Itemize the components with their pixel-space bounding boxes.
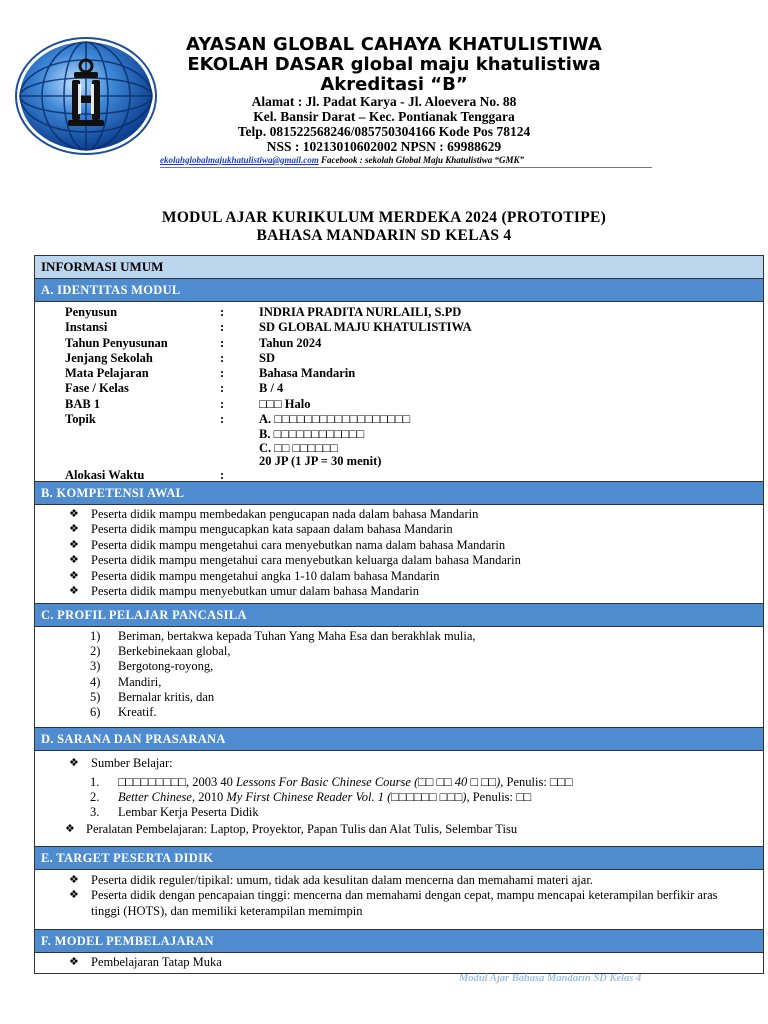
school-district: Kel. Bansir Darat – Kec. Pontianak Tenggara xyxy=(253,109,515,124)
identitas-row: Mata Pelajaran : Bahasa Mandarin xyxy=(65,366,356,381)
document-title: MODUL AJAR KURIKULUM MERDEKA 2024 (PROTOTIPE) xyxy=(161,209,607,226)
list-item: 4) Mandiri, xyxy=(90,674,162,689)
letterhead-divider xyxy=(160,167,652,168)
list-item: 5) Bernalar kritis, dan xyxy=(90,689,215,704)
list-item: ❖ Peralatan Pembelajaran: Laptop, Proyektor, Papan Tulis dan Alat Tulis, Selembar Tisu xyxy=(65,822,518,837)
section-model-pembelajaran: F. MODEL PEMBELAJARAN xyxy=(35,929,763,952)
topik-a: A. □□□□□□□□□□□□□□□□□□ xyxy=(259,412,411,427)
topik-c: C. □□ □□□□□□ xyxy=(259,441,338,456)
section-target-peserta: E. TARGET PESERTA DIDIK xyxy=(35,846,763,869)
section-kompetensi-awal: B. KOMPETENSI AWAL xyxy=(35,481,763,504)
identitas-row: BAB 1 : □□□ Halo xyxy=(65,396,311,411)
section-informasi-umum: INFORMASI UMUM xyxy=(35,255,763,278)
identitas-row: Instansi : SD GLOBAL MAJU KHATULISTIWA xyxy=(65,320,472,335)
bullet-icon: ❖ xyxy=(69,585,79,598)
foundation-name: AYASAN GLOBAL CAHAYA KHATULISTIWA xyxy=(185,34,602,55)
list-item: 1) Beriman, bertakwa kepada Tuhan Yang Maha Esa dan berakhlak mulia, xyxy=(90,629,476,643)
school-name: EKOLAH DASAR global maju khatulistiwa xyxy=(187,54,601,75)
kompetensi-body xyxy=(35,504,763,603)
list-item: ❖ Peserta didik mampu mengetahui cara menyebutkan keluarga dalam bahasa Mandarin xyxy=(69,553,521,568)
bullet-icon: ❖ xyxy=(69,508,79,520)
identitas-row: Penyusun : INDRIA PRADITA NURLAILI, S.PD xyxy=(65,305,462,319)
school-address: Alamat : Jl. Padat Karya - Jl. Aloevera No. 88 xyxy=(251,94,517,109)
bullet-icon: ❖ xyxy=(69,523,79,536)
identitas-row: Tahun Penyusunan : Tahun 2024 xyxy=(65,335,322,350)
list-item: 6) Kreatif. xyxy=(90,705,157,720)
alokasi-value: 20 JP (1 JP = 30 menit) xyxy=(259,454,382,469)
identitas-row-alokasi: Alokasi Waktu : xyxy=(65,468,225,483)
school-ids: NSS : 10213010602002 NPSN : 69988629 xyxy=(266,139,502,154)
profil-body xyxy=(35,626,763,727)
facebook-text: Facebook : sekolah Global Maju Khatulistiwa “GMK” xyxy=(318,155,525,165)
bullet-icon: ❖ xyxy=(69,889,79,902)
contact-line xyxy=(160,155,524,165)
bullet-icon: ❖ xyxy=(69,554,79,567)
list-item: 2) Berkebinekaan global, xyxy=(90,644,231,659)
list-item: ❖ Pembelajaran Tatap Muka xyxy=(69,955,222,969)
identitas-row: Fase / Kelas : B / 4 xyxy=(65,381,284,396)
sarana-body xyxy=(35,750,763,846)
list-item: ❖ Peserta didik mampu membedakan pengucapan nada dalam bahasa Mandarin xyxy=(69,507,479,521)
bullet-icon: ❖ xyxy=(69,569,79,582)
source-item: 3. Lembar Kerja Peserta Didik xyxy=(90,805,259,820)
section-identitas-modul: A. IDENTITAS MODUL xyxy=(35,278,763,301)
list-item: ❖ Peserta didik mampu mengucapkan kata sapaan dalam bahasa Mandarin xyxy=(69,522,453,537)
section-profil-pancasila: C. PROFIL PELAJAR PANCASILA xyxy=(35,603,763,626)
list-item: ❖ Peserta didik dengan pencapaian tinggi: mencerna dan memahami dengan cepat, mampu mencapai keterampilan berfikir aras tinggi (HOTS), dan memiliki keterampilan memimpin xyxy=(69,888,718,918)
list-item: ❖ Peserta didik reguler/tipikal: umum, tidak ada kesulitan dalam mencerna dan memahami materi ajar. xyxy=(69,873,593,887)
identitas-body xyxy=(35,301,763,481)
page-footer: Modul Ajar Bahasa Mandarin SD Kelas 4 xyxy=(459,973,642,984)
topik-b: B. □□□□□□□□□□□□ xyxy=(259,427,365,442)
bullet-icon: ❖ xyxy=(69,956,79,968)
section-sarana-prasarana: D. SARANA DAN PRASARANA xyxy=(35,727,763,750)
list-item: ❖ Sumber Belajar: xyxy=(69,756,173,770)
module-table xyxy=(34,255,764,974)
model-body xyxy=(35,952,763,973)
email-link[interactable]: ekolahglobalmajukhatulistiwa@gmail.com xyxy=(160,155,319,165)
identitas-row: Jenjang Sekolah : SD xyxy=(65,350,275,365)
bullet-icon: ❖ xyxy=(69,757,79,769)
list-item: ❖ Peserta didik mampu mengetahui angka 1-10 dalam bahasa Mandarin xyxy=(69,568,440,583)
list-item: ❖ Peserta didik mampu mengetahui cara menyebutkan nama dalam bahasa Mandarin xyxy=(69,537,506,552)
list-item: 3) Bergotong-royong, xyxy=(90,659,214,674)
school-phone: Telp. 081522568246/085750304166 Kode Pos 78124 xyxy=(237,124,531,139)
bullet-icon: ❖ xyxy=(65,823,75,836)
source-item: 2. Better Chinese, 2010 My First Chinese Reader Vol. 1 (□□□□□□ □□□), Penulis: □□ xyxy=(90,790,532,805)
identitas-row-topik: Topik : A. □□□□□□□□□□□□□□□□□□ xyxy=(35,412,763,427)
bullet-icon: ❖ xyxy=(69,874,79,886)
document-subtitle: BAHASA MANDARIN SD KELAS 4 xyxy=(256,227,512,244)
source-item: 1. □□□□□□□□□, 2003 40 Lessons For Basic Chinese Course (□□ □□ 40 □ □□), Penulis: □□□ xyxy=(90,775,573,789)
target-body xyxy=(35,869,763,929)
bullet-icon: ❖ xyxy=(69,538,79,551)
list-item: ❖ Peserta didik mampu menyebutkan umur dalam bahasa Mandarin xyxy=(69,584,420,599)
accreditation: Akreditasi “B” xyxy=(320,74,468,95)
